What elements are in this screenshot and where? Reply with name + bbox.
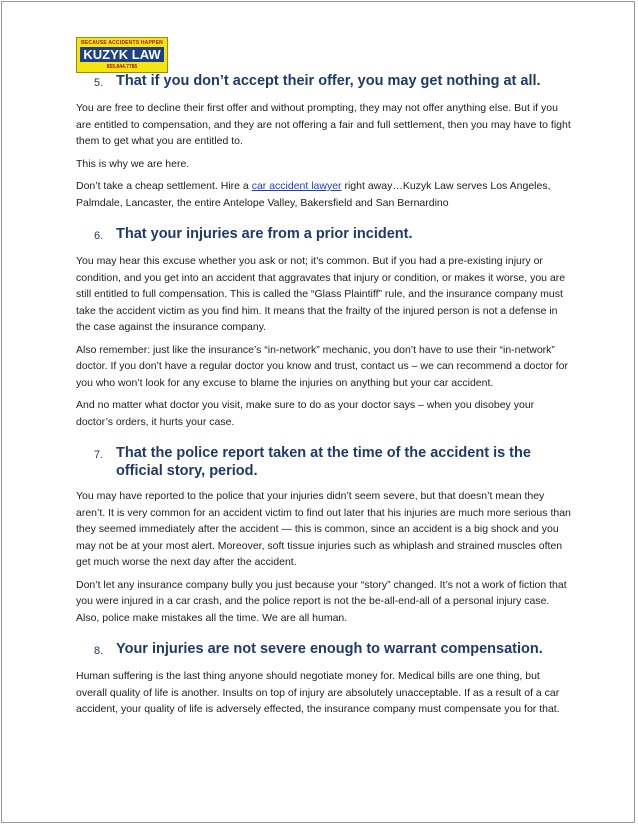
logo-name: KUZYK LAW <box>80 47 164 62</box>
paragraph: Human suffering is the last thing anyone should negotiate money for. Medical bills are one thing, but overall quality of life is another. Insults on top of injury are absolutely unacceptable. If as a result of a car accident, your quality of life is adversely effected, the insurance company must compensate you for that. <box>76 670 560 715</box>
section-number: 7. <box>94 449 104 461</box>
section-heading-5 <box>94 72 572 92</box>
section-number: 5. <box>94 77 104 89</box>
paragraph: You may have reported to the police that your injuries didn’t seem severe, but that doesn’t mean they aren’t. It is very common for an accident victim to find out later that his injuries are much more serious than they seemed immediately after the accident — this is common, since an accident is a big shock and you may not be at your most alert. Moreover, soft tissue injuries such as whiplash and strained muscles often get much worse the next day after the accident. <box>76 490 571 568</box>
paragraph: Don’t let any insurance company bully you just because your “story” changed. It’s not a work of fiction that you were injured in a car crash, and the police report is not the be-all-end-all of a personal injury case. Also, police make mistakes all the time. We are all human. <box>76 578 567 624</box>
paragraph-with-link <box>76 178 572 211</box>
paragraph: You may hear this excuse whether you ask or not; it’s common. But if you had a pre-existing injury or condition, and you get into an accident that aggravates that injury or condition, or makes it worse, you are still entitled to full compensation. This is called the “Glass Plaintiff” rule, and the insurance company must take the accident victim as you find him. It means that the frailty of the injured person is not a defense in the case against the insurance company. <box>76 255 566 333</box>
section-title: That if you don’t accept their offer, you may get nothing at all. <box>116 73 541 89</box>
kuzyk-law-logo <box>76 37 168 73</box>
paragraph: This is why we are here. <box>76 157 190 170</box>
car-accident-lawyer-link[interactable]: car accident lawyer <box>251 180 342 192</box>
link-paragraph-after: right away…Kuzyk Law serves Los Angeles, Palmdale, Lancaster, the entire Antelope Valley, Bakersfield and San Bernardino <box>76 180 551 209</box>
section-heading-7 <box>94 444 572 480</box>
document-content <box>76 72 572 724</box>
paragraph: You are free to decline their first offer and without prompting, they may not offer anything else. But if you are entitled to compensation, and they are not offering a fair and full settlement, then you may have to fight them to get what you are entitled to. <box>76 102 571 147</box>
section-title: That your injuries are from a prior incident. <box>116 226 413 242</box>
link-paragraph-before: Don’t take a cheap settlement. Hire a <box>76 180 252 192</box>
section-heading-6 <box>94 225 572 245</box>
paragraph: And no matter what doctor you visit, make sure to do as your doctor says – when you disobey your doctor’s orders, it hurts your case. <box>76 399 535 428</box>
section-number: 6. <box>94 230 104 242</box>
logo-phone: 855.844.7785 <box>106 64 138 70</box>
section-heading-8 <box>94 640 572 660</box>
section-number: 8. <box>94 645 104 657</box>
section-title: That the police report taken at the time of the accident is the official story, period. <box>116 445 531 479</box>
logo-tagline: BECAUSE ACCIDENTS HAPPEN <box>81 40 163 46</box>
section-title: Your injuries are not severe enough to warrant compensation. <box>116 641 543 657</box>
paragraph: Also remember: just like the insurance’s “in-network” mechanic, you don’t have to use their “in-network” doctor. If you don’t have a regular doctor you know and trust, contact us – we can recommend a doctor for you who won’t look for any excuse to blame the injuries on anything but your car accident. <box>76 343 569 389</box>
